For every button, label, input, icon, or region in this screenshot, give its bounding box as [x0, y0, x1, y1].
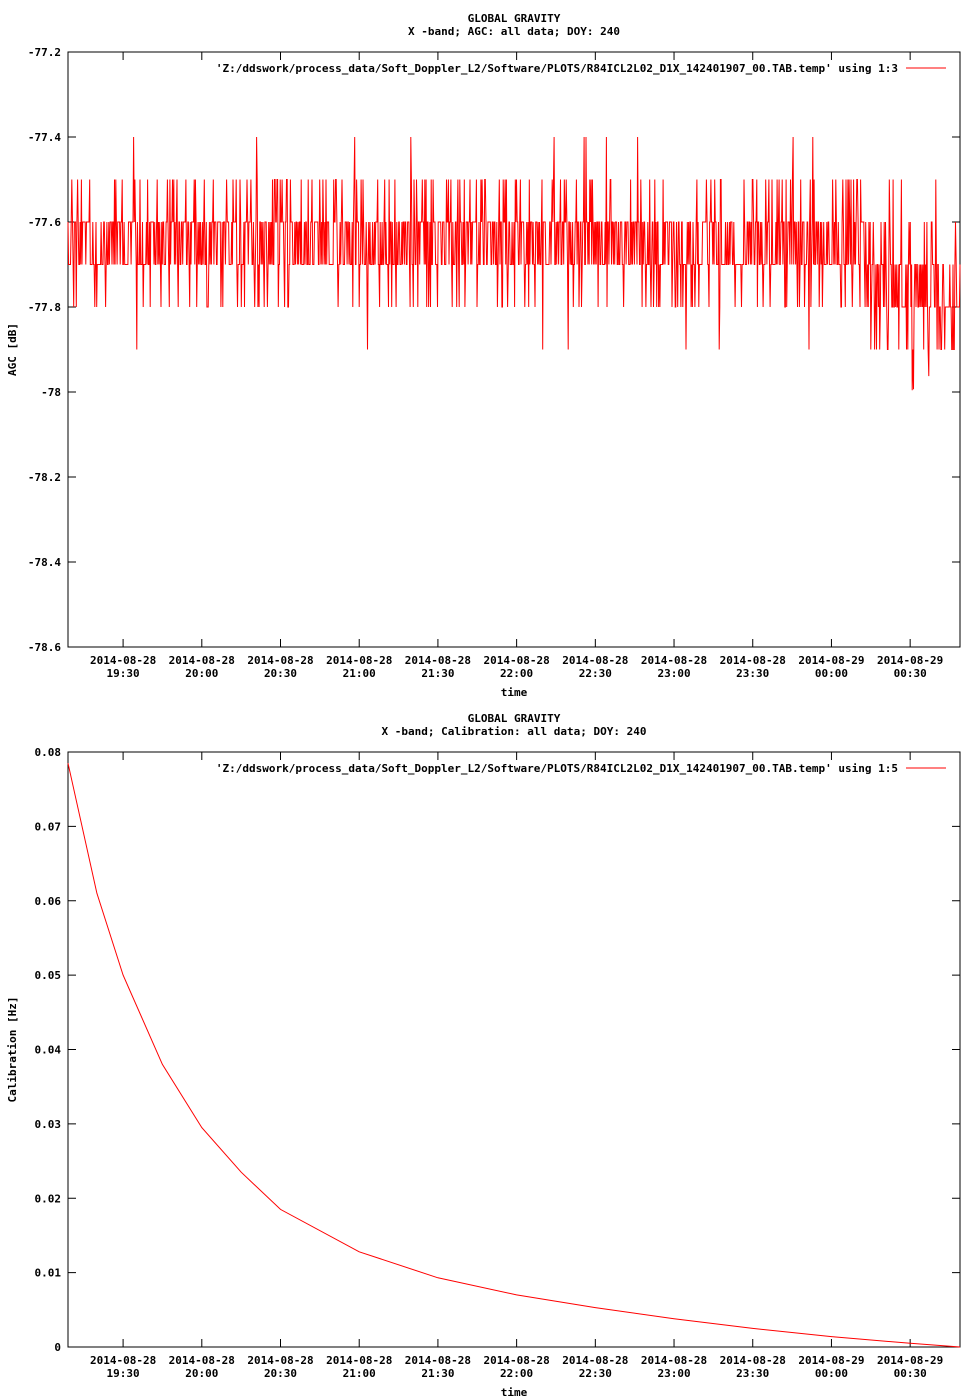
x-tick-label-date: 2014-08-29 [877, 654, 944, 667]
x-tick-label-time: 19:30 [106, 667, 140, 680]
x-tick-label-time: 20:00 [185, 1367, 219, 1380]
x-tick-label-time: 20:30 [263, 667, 298, 680]
x-tick-label-date: 2014-08-28 [562, 1354, 629, 1367]
x-tick-label-date: 2014-08-28 [89, 654, 157, 667]
y-tick-label: -78.4 [27, 556, 61, 569]
x-tick-label-date: 2014-08-28 [168, 654, 235, 667]
x-tick-label-date: 2014-08-28 [719, 654, 786, 667]
chart-title: GLOBAL GRAVITY [467, 712, 561, 725]
x-tick-label-date: 2014-08-29 [877, 1354, 944, 1367]
x-axis-label: time [500, 686, 528, 699]
series-line-agc [68, 137, 960, 390]
y-tick-label: -77.6 [27, 216, 61, 229]
x-tick-label-date: 2014-08-28 [483, 654, 550, 667]
x-tick-label-time: 23:30 [736, 1367, 770, 1380]
x-tick-label-date: 2014-08-28 [247, 654, 314, 667]
x-tick-label-time: 00:00 [814, 1367, 849, 1380]
x-tick-label-date: 2014-08-29 [798, 1354, 865, 1367]
y-tick-label: -78.2 [27, 471, 61, 484]
x-tick-label-date: 2014-08-28 [168, 1354, 235, 1367]
chart-subtitle: X -band; Calibration: all data; DOY: 240 [381, 725, 647, 738]
chart-title: GLOBAL GRAVITY [467, 12, 561, 25]
x-tick-label-date: 2014-08-28 [404, 654, 472, 667]
x-tick-label-time: 22:30 [578, 667, 612, 680]
y-tick-label: 0 [54, 1341, 61, 1354]
x-tick-label-date: 2014-08-28 [719, 1354, 786, 1367]
legend-label: 'Z:/ddswork/process_data/Soft_Doppler_L2/Software/PLOTS/R84ICL2L02_D1X_142401907_00.TAB.temp' using 1:3 [215, 62, 898, 75]
y-tick-label: 0.05 [34, 969, 61, 983]
x-tick-label-date: 2014-08-28 [326, 654, 393, 667]
x-tick-label-time: 00:30 [893, 667, 927, 680]
y-tick-label: 0.08 [34, 746, 61, 759]
x-axis-label: time [500, 1386, 528, 1399]
y-tick-label: 0.07 [34, 820, 61, 834]
x-tick-label-time: 23:30 [736, 667, 770, 680]
y-tick-label: -77.8 [27, 301, 61, 314]
x-tick-label-date: 2014-08-28 [404, 1354, 472, 1367]
x-tick-label-time: 00:00 [814, 667, 849, 680]
x-tick-label-time: 19:30 [106, 1367, 140, 1380]
x-tick-label-time: 21:30 [421, 1367, 455, 1380]
x-tick-label-date: 2014-08-28 [562, 654, 629, 667]
x-tick-label-time: 20:00 [185, 667, 219, 680]
x-tick-label-date: 2014-08-29 [798, 654, 865, 667]
x-tick-label-date: 2014-08-28 [89, 1354, 157, 1367]
y-tick-label: 0.02 [34, 1192, 61, 1206]
x-tick-label-time: 21:00 [342, 667, 376, 680]
x-tick-label-time: 23:00 [657, 1367, 691, 1380]
x-tick-label-date: 2014-08-28 [640, 654, 708, 667]
y-tick-label: -77.2 [27, 46, 61, 59]
x-tick-label-time: 21:30 [421, 667, 455, 680]
y-tick-label: 0.01 [34, 1266, 61, 1280]
x-tick-label-time: 22:00 [500, 667, 534, 680]
x-tick-label-date: 2014-08-28 [483, 1354, 550, 1367]
y-axis-label: Calibration [Hz] [6, 996, 19, 1103]
y-tick-label: -78.6 [27, 641, 61, 654]
series-line-calibration [68, 763, 960, 1347]
x-tick-label-date: 2014-08-28 [640, 1354, 708, 1367]
x-tick-label-time: 21:00 [342, 1367, 376, 1380]
plot-border [68, 752, 960, 1347]
plot-border [68, 52, 960, 647]
x-tick-label-time: 22:30 [578, 1367, 612, 1380]
y-tick-label: 0.06 [34, 894, 61, 908]
x-tick-label-time: 23:00 [657, 667, 691, 680]
x-tick-label-time: 20:30 [263, 1367, 298, 1380]
x-tick-label-time: 00:30 [893, 1367, 927, 1380]
chart-subtitle: X -band; AGC: all data; DOY: 240 [408, 25, 620, 38]
y-tick-label: -77.4 [27, 131, 61, 144]
y-tick-label: -78 [41, 386, 61, 399]
x-tick-label-time: 22:00 [500, 1367, 534, 1380]
y-tick-label: 0.04 [34, 1043, 61, 1057]
x-tick-label-date: 2014-08-28 [326, 1354, 393, 1367]
y-tick-label: 0.03 [34, 1117, 61, 1131]
x-tick-label-date: 2014-08-28 [247, 1354, 314, 1367]
y-axis-label: AGC [dB] [6, 323, 19, 376]
legend-label: 'Z:/ddswork/process_data/Soft_Doppler_L2/Software/PLOTS/R84ICL2L02_D1X_142401907_00.TAB.temp' using 1:5 [215, 762, 898, 775]
